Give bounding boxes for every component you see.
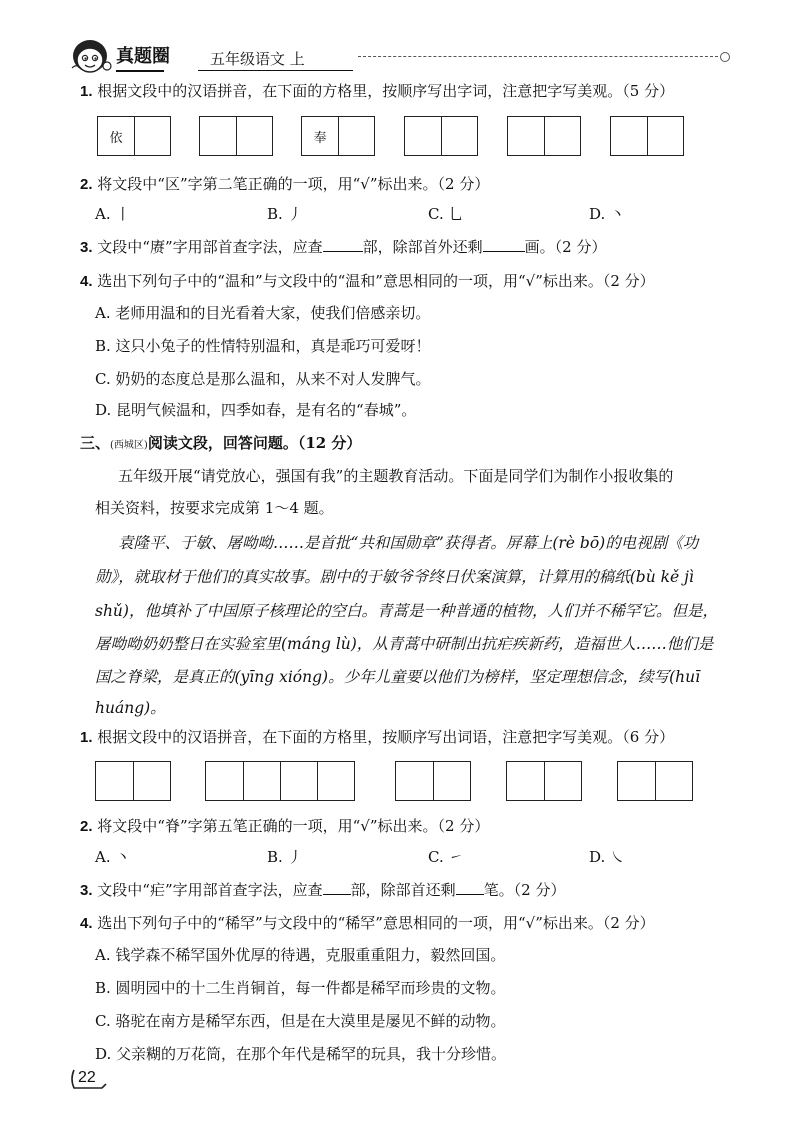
- subject-underline: [198, 70, 353, 71]
- sec3-q4-option-a[interactable]: A. 钱学森不稀罕国外优厚的待遇，克服重重阻力，毅然回国。: [95, 946, 506, 964]
- sec3-q3-text-c: 笔。（2 分）: [483, 881, 566, 899]
- passage-line: huáng)。: [95, 699, 166, 717]
- char-cell[interactable]: [236, 117, 272, 155]
- answer-blank[interactable]: [483, 251, 525, 252]
- char-box-group[interactable]: [205, 761, 355, 801]
- sec3-heading: [80, 432, 361, 457]
- page-number: 22: [78, 1069, 96, 1086]
- sec1-q2-option-d[interactable]: D. 丶: [589, 205, 626, 223]
- header: [68, 36, 740, 76]
- sec1-q4-option-d[interactable]: D. 昆明气候温和，四季如春，是有名的“春城”。: [95, 401, 417, 419]
- char-cell[interactable]: [206, 762, 243, 800]
- char-cell[interactable]: [647, 117, 683, 155]
- char-cell[interactable]: [243, 762, 280, 800]
- sec1-q2: [80, 173, 489, 196]
- sec1-q2-number: 2.: [80, 176, 93, 193]
- char-box-group[interactable]: [199, 116, 273, 156]
- passage-line: 勋》，就取材于他们的真实故事。剧中的于敏爷爷终日伏案演算，计算用的稿纸(bù kě jì: [95, 568, 694, 586]
- char-cell[interactable]: [655, 762, 692, 800]
- sec1-q2-option-b[interactable]: B. 丿: [267, 205, 303, 223]
- answer-blank[interactable]: [323, 251, 363, 252]
- sec1-q4: [80, 270, 655, 293]
- sec1-q4-text: 选出下列句子中的“温和”与文段中的“温和”意思相同的一项，用“√”标出来。（2 分）: [97, 272, 655, 290]
- char-box-group[interactable]: [404, 116, 478, 156]
- char-box-group[interactable]: [97, 116, 171, 156]
- char-cell[interactable]: 依: [109, 130, 123, 146]
- char-box-group[interactable]: [610, 116, 684, 156]
- char-cell[interactable]: [433, 762, 470, 800]
- sec3-q2-option-a[interactable]: A. 丶: [95, 848, 131, 866]
- sec3-q1-number: 1.: [80, 729, 93, 746]
- passage-line: 屠呦呦奶奶整日在实验室里(máng lù)，从青蒿中研制出抗疟疾新药，造福世人……他们是: [95, 635, 714, 653]
- sec1-q2-option-c[interactable]: C. 乚: [428, 205, 464, 223]
- sec3-q4: [80, 912, 655, 935]
- char-cell[interactable]: [280, 762, 317, 800]
- char-cell[interactable]: [396, 762, 433, 800]
- char-box-group[interactable]: [507, 116, 581, 156]
- header-dashed-rule: [358, 56, 718, 57]
- char-box-group[interactable]: [301, 116, 375, 156]
- char-cell[interactable]: [441, 117, 477, 155]
- sec1-q2-option-a[interactable]: A. 丨: [95, 205, 131, 223]
- sec1-q4-option-a[interactable]: A. 老师用温和的目光看着大家，使我们倍感亲切。: [95, 304, 431, 322]
- char-box-group[interactable]: [395, 761, 471, 801]
- sec1-q4-option-b[interactable]: B. 这只小兔子的性情特别温和，真是乖巧可爱呀！: [95, 337, 431, 355]
- char-cell[interactable]: 奉: [313, 130, 327, 146]
- mascot-boy-icon: [68, 36, 114, 76]
- passage-line: shǔ)，他填补了中国原子核理论的空白。青蒿是一种普通的植物，人们并不稀罕它。但是，: [95, 602, 718, 620]
- sec1-q3: [80, 236, 606, 259]
- char-cell[interactable]: [508, 117, 544, 155]
- char-cell[interactable]: [611, 117, 647, 155]
- char-cell[interactable]: [544, 762, 581, 800]
- sec3-intro-line: 相关资料，按要求完成第 1～4 题。: [95, 499, 334, 517]
- sec1-q3-text-b: 部，除部首外还剩: [362, 238, 483, 256]
- sec3-region-tag: (西城区): [110, 440, 148, 451]
- sec3-q3-text-a: 文段中“疟”字用部首查字法，应查: [97, 881, 323, 899]
- answer-blank[interactable]: [323, 894, 351, 895]
- char-box-group[interactable]: [617, 761, 693, 801]
- char-cell[interactable]: [338, 117, 374, 155]
- char-cell[interactable]: [200, 117, 236, 155]
- sec1-q4-option-c[interactable]: C. 奶奶的态度总是那么温和，从来不对人发脾气。: [95, 370, 431, 388]
- sec3-q2-option-c[interactable]: C. ㇀: [428, 848, 464, 866]
- sec3-intro-line: 五年级开展“请党放心，强国有我”的主题教育活动。下面是同学们为制作小报收集的: [118, 467, 674, 485]
- char-cell[interactable]: [133, 762, 170, 800]
- char-cell[interactable]: [405, 117, 441, 155]
- passage-line: 袁隆平、于敏、屠呦呦……是首批“共和国勋章”获得者。屏幕上(rè bō)的电视剧《功: [118, 534, 699, 552]
- header-underline: [116, 70, 164, 72]
- sec1-q1-text: 根据文段中的汉语拼音，在下面的方格里，按顺序写出字词，注意把字写美观。（5 分）: [97, 82, 675, 100]
- char-cell[interactable]: [134, 117, 170, 155]
- sec3-q2: [80, 815, 489, 838]
- sec1-q1-number: 1.: [80, 83, 93, 100]
- sec1-q1: [80, 80, 674, 103]
- sec3-prefix: 三、: [80, 434, 111, 452]
- char-cell[interactable]: [317, 762, 354, 800]
- sec3-q4-option-c[interactable]: C. 骆驼在南方是稀罕东西，但是在大漠里是屡见不鲜的动物。: [95, 1012, 506, 1030]
- sec1-q3-text-a: 文段中“赓”字用部首查字法，应查: [97, 238, 323, 256]
- sec1-q2-text: 将文段中“区”字第二笔正确的一项，用“√”标出来。（2 分）: [97, 175, 490, 193]
- sec3-q1: [80, 726, 674, 749]
- answer-blank[interactable]: [456, 894, 484, 895]
- char-cell[interactable]: [96, 762, 133, 800]
- sec3-q2-option-b[interactable]: B. 丿: [267, 848, 303, 866]
- sec1-q3-number: 3.: [80, 239, 93, 256]
- header-end-dot: [720, 52, 730, 62]
- char-cell[interactable]: [507, 762, 544, 800]
- char-cell[interactable]: [618, 762, 655, 800]
- sec3-q4-option-d[interactable]: D. 父亲糊的万花筒，在那个年代是稀罕的玩具，我十分珍惜。: [95, 1045, 507, 1063]
- char-box-group[interactable]: [506, 761, 582, 801]
- sec3-q3: [80, 879, 565, 902]
- sec3-q3-text-b: 部，除部首还剩: [350, 881, 456, 899]
- sec3-q3-number: 3.: [80, 882, 93, 899]
- sec3-q2-number: 2.: [80, 818, 93, 835]
- sec3-q4-number: 4.: [80, 915, 93, 932]
- passage-line: 国之脊梁，是真正的(yīng xióng)。少年儿童要以他们为榜样，坚定理想信念，续写(huī: [95, 668, 701, 686]
- sec1-q3-text-c: 画。（2 分）: [524, 238, 607, 256]
- sec3-q1-text: 根据文段中的汉语拼音，在下面的方格里，按顺序写出词语，注意把字写美观。（6 分）: [97, 728, 675, 746]
- sec3-q4-option-b[interactable]: B. 圆明园中的十二生肖铜首，每一件都是稀罕而珍贵的文物。: [95, 979, 506, 997]
- sec3-q2-option-d[interactable]: D. ㇏: [589, 848, 626, 866]
- page-number-badge: [68, 1066, 108, 1092]
- char-box-group[interactable]: [95, 761, 171, 801]
- subject-label: 五年级语文 上: [210, 50, 305, 68]
- sec3-q2-text: 将文段中“脊”字第五笔正确的一项，用“√”标出来。（2 分）: [97, 817, 490, 835]
- sec3-title: 阅读文段，回答问题。（12 分）: [147, 434, 362, 452]
- brand-logo: 真题圈: [116, 46, 170, 67]
- char-cell[interactable]: [544, 117, 580, 155]
- sec3-q4-text: 选出下列句子中的“稀罕”与文段中的“稀罕”意思相同的一项，用“√”标出来。（2 分）: [97, 914, 655, 932]
- sec1-q4-number: 4.: [80, 273, 93, 290]
